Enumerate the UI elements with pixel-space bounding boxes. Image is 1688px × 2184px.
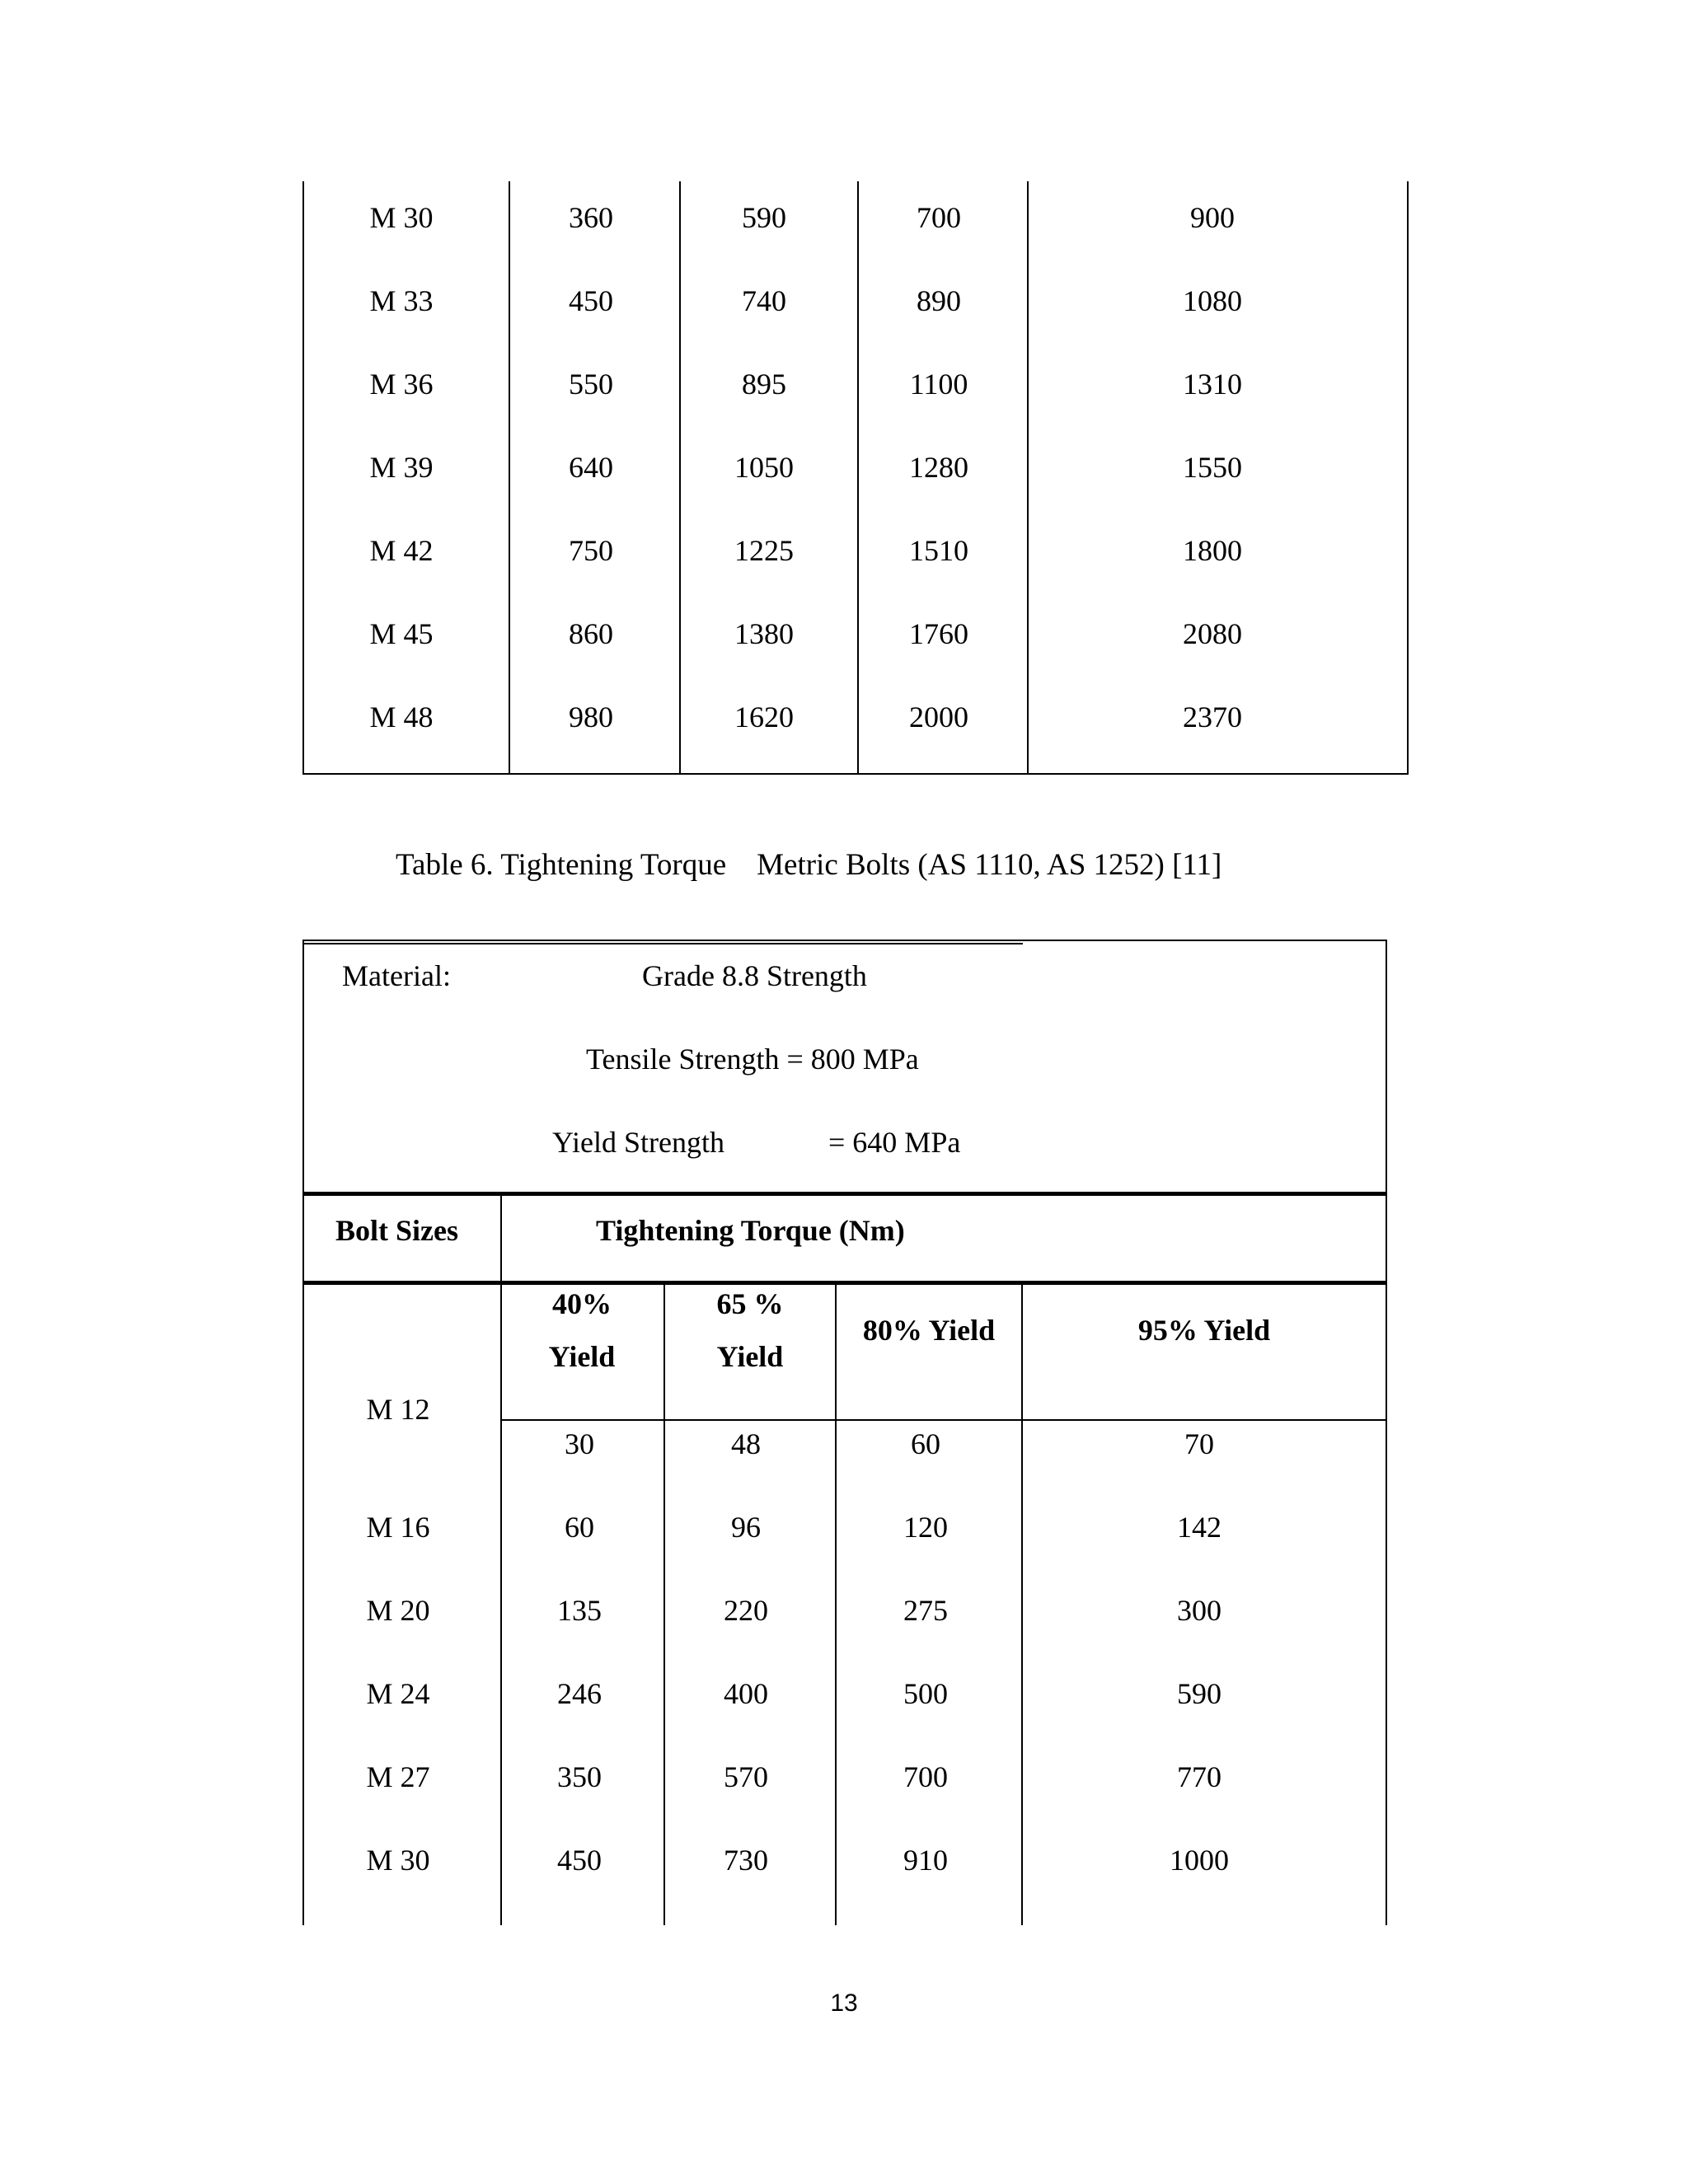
table-border (1021, 1281, 1023, 1925)
table-caption: Table 6. Tightening Torque Metric Bolts (AS 1110, AS 1252) [11] (396, 848, 1222, 882)
torque-value-cell: 70 (1184, 1427, 1214, 1460)
table-border (302, 773, 1409, 775)
sub-header-40: 40% (552, 1287, 612, 1320)
bolt-size-cell: M 12 (366, 1393, 430, 1426)
torque-value-cell: 400 (724, 1677, 768, 1710)
torque-value-cell: 1310 (1183, 368, 1242, 401)
bolt-torque-table-continued (302, 181, 1409, 775)
torque-value-cell: 980 (569, 701, 613, 733)
tightening-torque-header: Tightening Torque (Nm) (596, 1214, 905, 1247)
torque-value-cell: 135 (557, 1594, 602, 1627)
table-row (302, 443, 1409, 492)
table-border (500, 1419, 1387, 1421)
torque-value-cell: 350 (557, 1760, 602, 1793)
sub-header-80: 80% Yield (862, 1314, 996, 1347)
bolt-size-cell: M 42 (369, 534, 434, 567)
torque-value-cell: 1100 (909, 368, 968, 401)
torque-value-cell: 1800 (1183, 534, 1242, 567)
torque-value-cell: 1760 (909, 617, 968, 650)
torque-value-cell: 770 (1177, 1760, 1221, 1793)
bolt-size-cell: M 39 (369, 451, 434, 484)
yield-strength-label: Yield Strength (552, 1126, 724, 1159)
bolt-size-cell: M 45 (369, 617, 434, 650)
table-border (835, 1281, 837, 1925)
bolt-size-cell: M 30 (366, 1844, 430, 1877)
torque-value-cell: 120 (903, 1511, 948, 1544)
torque-value-cell: 890 (917, 284, 961, 317)
torque-value-cell: 1550 (1183, 451, 1242, 484)
torque-value-cell: 2370 (1183, 701, 1242, 733)
table-border (302, 940, 1387, 941)
torque-value-cell: 590 (1177, 1677, 1221, 1710)
table-row (302, 359, 1409, 409)
torque-value-cell: 142 (1177, 1511, 1221, 1544)
table-border (663, 1281, 665, 1925)
torque-value-cell: 1620 (734, 701, 794, 733)
table-row (302, 692, 1409, 742)
torque-value-cell: 60 (911, 1427, 940, 1460)
bolt-size-cell: M 16 (366, 1511, 430, 1544)
yield-strength-value: = 640 MPa (828, 1126, 961, 1159)
table-row (302, 276, 1409, 326)
tightening-torque-table (302, 940, 1387, 1925)
bolt-size-cell: M 36 (369, 368, 434, 401)
table-row (302, 193, 1409, 242)
bolt-size-cell: M 24 (366, 1677, 430, 1710)
bolt-size-cell: M 30 (369, 201, 434, 234)
sub-header-95: 95% Yield (1137, 1314, 1271, 1347)
torque-value-cell: 1000 (1170, 1844, 1229, 1877)
torque-value-cell: 750 (569, 534, 613, 567)
torque-value-cell: 700 (917, 201, 961, 234)
torque-value-cell: 590 (742, 201, 786, 234)
page-number: 13 (830, 1990, 858, 2017)
torque-value-cell: 246 (557, 1677, 602, 1710)
torque-value-cell: 96 (731, 1511, 761, 1544)
torque-value-cell: 275 (903, 1594, 948, 1627)
torque-value-cell: 900 (1190, 201, 1235, 234)
torque-value-cell: 570 (724, 1760, 768, 1793)
bolt-sizes-header: Bolt Sizes (335, 1214, 458, 1247)
torque-value-cell: 1080 (1183, 284, 1242, 317)
torque-value-cell: 2080 (1183, 617, 1242, 650)
table-border (302, 943, 1023, 944)
torque-value-cell: 1380 (734, 617, 794, 650)
material-grade: Grade 8.8 Strength (642, 959, 867, 992)
torque-value-cell: 910 (903, 1844, 948, 1877)
torque-value-cell: 1050 (734, 451, 794, 484)
torque-value-cell: 740 (742, 284, 786, 317)
torque-value-cell: 300 (1177, 1594, 1221, 1627)
bolt-size-cell: M 33 (369, 284, 434, 317)
torque-value-cell: 860 (569, 617, 613, 650)
torque-value-cell: 1225 (734, 534, 794, 567)
torque-value-cell: 60 (565, 1511, 594, 1544)
table-border (302, 1192, 1387, 1196)
torque-value-cell: 450 (557, 1844, 602, 1877)
table-row (302, 609, 1409, 658)
torque-value-cell: 730 (724, 1844, 768, 1877)
torque-value-cell: 450 (569, 284, 613, 317)
table-border (1386, 940, 1387, 1925)
sub-header-65: 65 % (716, 1287, 784, 1320)
torque-value-cell: 30 (565, 1427, 594, 1460)
material-label: Material: (342, 959, 451, 992)
torque-value-cell: 500 (903, 1677, 948, 1710)
sub-header-40-yield: Yield (548, 1340, 616, 1373)
torque-value-cell: 360 (569, 201, 613, 234)
bolt-size-cell: M 27 (366, 1760, 430, 1793)
table-row (302, 526, 1409, 575)
table-border (302, 1281, 1387, 1285)
bolt-size-cell: M 48 (369, 701, 434, 733)
table-border (302, 940, 304, 1925)
torque-value-cell: 550 (569, 368, 613, 401)
sub-header-65-yield: Yield (716, 1340, 784, 1373)
torque-value-cell: 1510 (909, 534, 968, 567)
torque-value-cell: 895 (742, 368, 786, 401)
torque-value-cell: 700 (903, 1760, 948, 1793)
bolt-size-cell: M 20 (366, 1594, 430, 1627)
torque-value-cell: 1280 (909, 451, 968, 484)
torque-value-cell: 48 (731, 1427, 761, 1460)
torque-value-cell: 2000 (909, 701, 968, 733)
tensile-strength: Tensile Strength = 800 MPa (586, 1043, 919, 1076)
torque-value-cell: 640 (569, 451, 613, 484)
torque-value-cell: 220 (724, 1594, 768, 1627)
